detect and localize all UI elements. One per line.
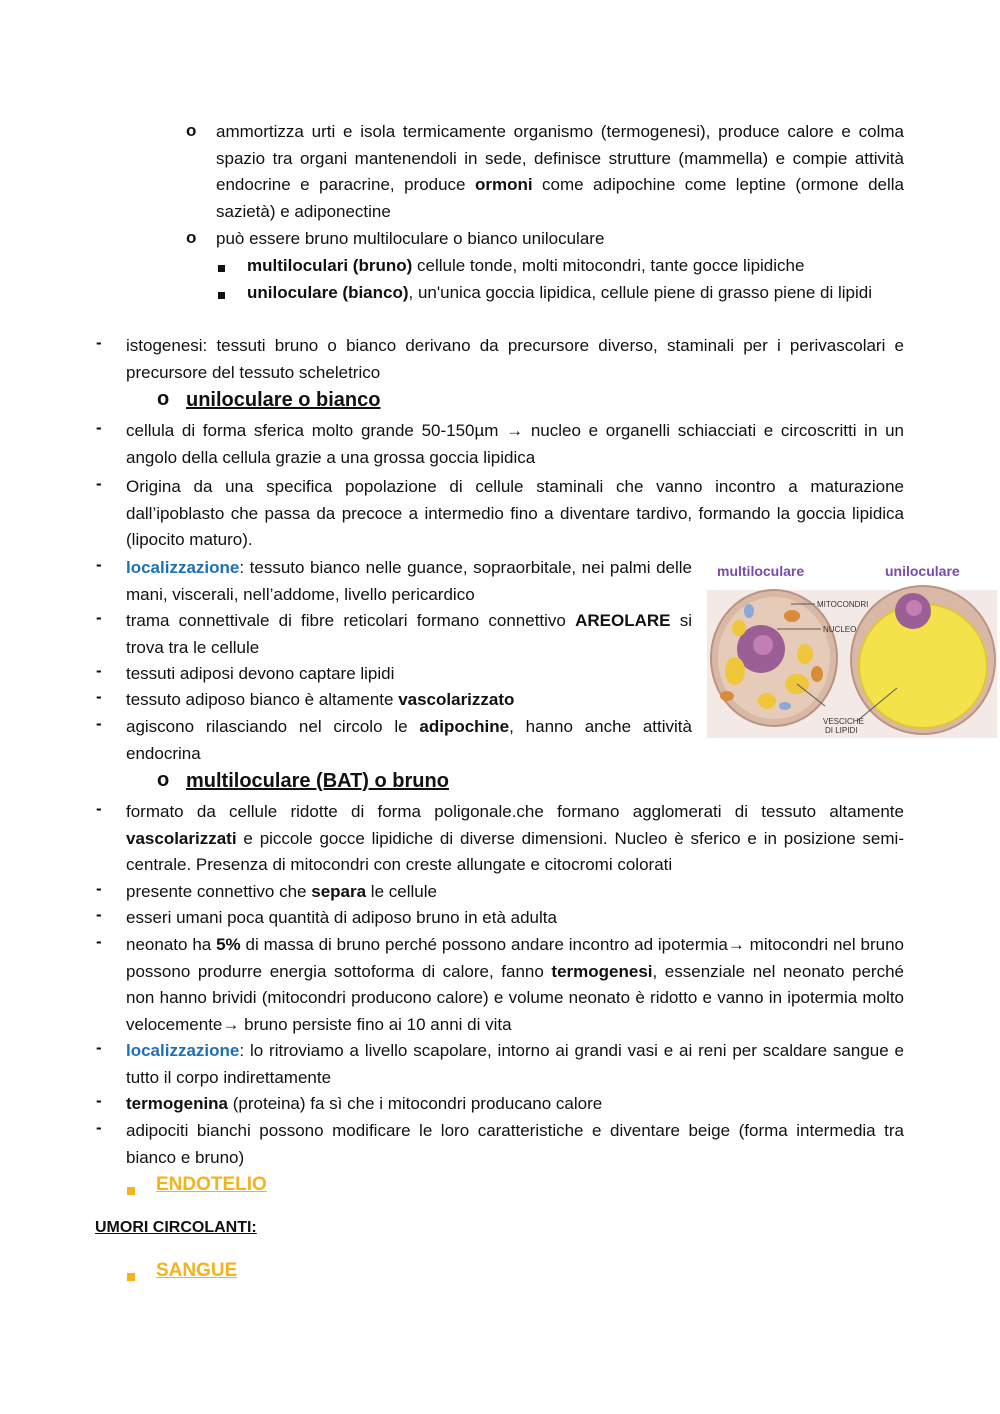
list-bullet-o: o bbox=[157, 388, 170, 410]
text: trama connettivale di fibre reticolari formano connettivo bbox=[126, 611, 576, 630]
highlight-text: localizzazione bbox=[126, 1041, 240, 1060]
lipid-droplet bbox=[758, 693, 776, 709]
bold-text: termogenina bbox=[126, 1094, 229, 1113]
paragraph-adipose-function bbox=[216, 119, 904, 225]
text: di massa di bruno perché possono andare incontro ad ipotermia→ mitocondri nel bruno possono produrre energia sottoforma di calore, fanno bbox=[126, 935, 904, 981]
paragraph-separa bbox=[126, 879, 904, 906]
mitochondrion bbox=[811, 666, 823, 682]
text: formato da cellule ridotte di forma poligonale.che formano agglomerati di tessuto altamente bbox=[126, 802, 904, 821]
list-bullet-dash: - bbox=[96, 418, 102, 437]
text: le cellule bbox=[366, 882, 437, 901]
text: si trova tra le cellule bbox=[126, 611, 692, 657]
text: : lo ritroviamo a livello scapolare, intorno ai grandi vasi e ai reni per scaldare sangue e tutto il corpo indirettamente bbox=[126, 1041, 904, 1087]
text: e piccole gocce lipidiche di diverse dimensioni. Nucleo è sferico e in posizione semi-centrale. Presenza di mitocondri con creste allungate e citocromi colorati bbox=[126, 828, 904, 875]
bold-text: termogenesi bbox=[551, 961, 653, 981]
paragraph-beige: adipociti bianchi possono modificare le loro caratteristiche e diventare beige (forma intermedia tra bianco e bruno) bbox=[126, 1121, 904, 1167]
mitochondrion bbox=[784, 610, 800, 622]
list-bullet-dash: - bbox=[96, 687, 102, 706]
list-bullet-dash: - bbox=[96, 932, 102, 951]
er-membrane bbox=[779, 702, 791, 710]
list-bullet-dash: - bbox=[96, 661, 102, 680]
list-bullet-square bbox=[218, 257, 225, 277]
list-bullet-square-yellow bbox=[127, 1266, 135, 1286]
figure-label-mitocondri: MITOCONDRI bbox=[817, 600, 869, 609]
list-bullet-square-yellow bbox=[127, 1180, 135, 1200]
list-bullet-dash: - bbox=[96, 1118, 102, 1137]
bold-text: multiloculari (bruno) bbox=[247, 256, 413, 275]
paragraph-types: può essere bruno multiloculare o bianco uniloculare bbox=[216, 229, 605, 248]
highlight-text: localizzazione bbox=[126, 558, 240, 577]
list-bullet-dash: - bbox=[96, 714, 102, 733]
list-bullet-dash: - bbox=[96, 333, 102, 352]
paragraph-captare: tessuti adiposi devono captare lipidi bbox=[126, 664, 395, 683]
bold-text: vascolarizzati bbox=[126, 828, 237, 848]
paragraph-adulta: esseri umani poca quantità di adiposo bruno in età adulta bbox=[126, 908, 557, 927]
paragraph-trama bbox=[126, 608, 692, 661]
bold-text: uniloculare (bianco) bbox=[247, 283, 409, 302]
list-bullet-o: o bbox=[186, 121, 197, 140]
list-bullet-o: o bbox=[186, 228, 197, 247]
list-bullet-dash: - bbox=[96, 1038, 102, 1057]
figure-label-di-lipidi: DI LIPIDI bbox=[825, 726, 858, 735]
list-bullet-dash: - bbox=[96, 555, 102, 574]
bold-text: AREOLARE bbox=[575, 611, 671, 630]
paragraph-multiloculari bbox=[247, 253, 904, 280]
adipocyte-illustration bbox=[707, 556, 997, 738]
heading-uniloculare: uniloculare o bianco bbox=[186, 389, 381, 411]
bold-text: adipochine bbox=[419, 717, 510, 736]
figure-label-vesciche: VESCICHE bbox=[823, 717, 864, 726]
text: agiscono rilasciando nel circolo le bbox=[126, 717, 420, 736]
heading-umori-circolanti: UMORI CIRCOLANTI: bbox=[95, 1219, 257, 1236]
paragraph-termogenina bbox=[126, 1091, 904, 1118]
mitochondrion bbox=[720, 691, 734, 701]
heading-multiloculare: multiloculare (BAT) o bruno bbox=[186, 770, 449, 792]
list-bullet-square bbox=[218, 284, 225, 304]
er-membrane bbox=[744, 604, 754, 618]
text: neonato ha bbox=[126, 935, 217, 954]
list-bullet-dash: - bbox=[96, 474, 102, 493]
list-bullet-dash: - bbox=[96, 1091, 102, 1110]
list-bullet-dash: - bbox=[96, 608, 102, 627]
paragraph-adipochine bbox=[126, 714, 692, 767]
list-bullet-dash: - bbox=[96, 879, 102, 898]
paragraph-localizzazione-bianco bbox=[126, 555, 692, 608]
list-bullet-o: o bbox=[157, 769, 170, 791]
bold-text: ormoni bbox=[474, 175, 533, 195]
list-bullet-dash: - bbox=[96, 799, 102, 818]
figure-label-nucleo: NUCLEO bbox=[823, 625, 857, 634]
text: (proteina) fa sì che i mitocondri producano calore bbox=[228, 1094, 603, 1113]
figure-label-multiloculare: multiloculare bbox=[717, 563, 805, 579]
text: , essenziale nel neonato perché non hanno brividi (mitocondri producono calore) e volume neonato è ridotto e vanno in ipotermia molto velocemente→ bruno persiste fino ai 10 anni di vita bbox=[126, 961, 904, 1034]
figure-label-uniloculare: uniloculare bbox=[885, 563, 960, 579]
text: tessuto adiposo bianco è altamente bbox=[126, 690, 399, 709]
paragraph-formato bbox=[126, 799, 904, 879]
text: , hanno anche attività endocrina bbox=[126, 717, 692, 763]
bold-text: 5% bbox=[216, 935, 241, 954]
heading-endotelio: ENDOTELIO bbox=[156, 1174, 267, 1195]
text: , un'unica goccia lipidica, cellule piene di grasso piene di lipidi bbox=[408, 283, 873, 302]
nucleolus bbox=[753, 635, 773, 655]
lipid-droplet bbox=[732, 620, 746, 636]
paragraph-uniloculare bbox=[247, 280, 904, 307]
nucleolus bbox=[906, 600, 922, 616]
text: presente connettivo che bbox=[126, 882, 312, 901]
adipocyte-figure bbox=[707, 556, 997, 738]
text: come adipochine come leptine (ormone della sazietà) e adiponectine bbox=[216, 175, 904, 221]
text: ammortizza urti e isola termicamente organismo (termogenesi), produce calore e colma spazio tra organi mantenendoli in sede, definisce strutture (mammella) e compie attività endocrine e paracrine, produce bbox=[216, 122, 904, 195]
bold-text: vascolarizzato bbox=[398, 690, 515, 709]
lipid-droplet bbox=[725, 657, 745, 685]
paragraph-origina: Origina da una specifica popolazione di cellule staminali che vanno incontro a maturazione dall’ipoblasto che passa da precoce a intermedio fino a diventare tardivo, formando la goccia lipidica (lipocito maturo). bbox=[126, 477, 904, 550]
list-bullet-dash: - bbox=[96, 905, 102, 924]
text: : tessuto bianco nelle guance, sopraorbitale, nei palmi delle mani, viscerali, nell’addome, livello pericardico bbox=[126, 558, 692, 604]
text: cellule tonde, molti mitocondri, tante gocce lipidiche bbox=[412, 256, 805, 275]
lipid-droplet bbox=[797, 644, 813, 664]
paragraph-istogenesi: istogenesi: tessuti bruno o bianco derivano da precursore diverso, staminali per i perivascolari e precursore del tessuto scheletrico bbox=[126, 336, 904, 382]
paragraph-localizzazione-bruno bbox=[126, 1038, 904, 1091]
paragraph-vascolarizzato bbox=[126, 687, 692, 714]
paragraph-cellula: cellula di forma sferica molto grande 50-150µm → nucleo e organelli schiacciati e circoscritti in un angolo della cellula grazie a una grossa goccia lipidica bbox=[126, 421, 904, 467]
paragraph-neonato bbox=[126, 932, 904, 1038]
heading-sangue: SANGUE bbox=[156, 1260, 238, 1281]
bold-text: separa bbox=[311, 882, 367, 901]
